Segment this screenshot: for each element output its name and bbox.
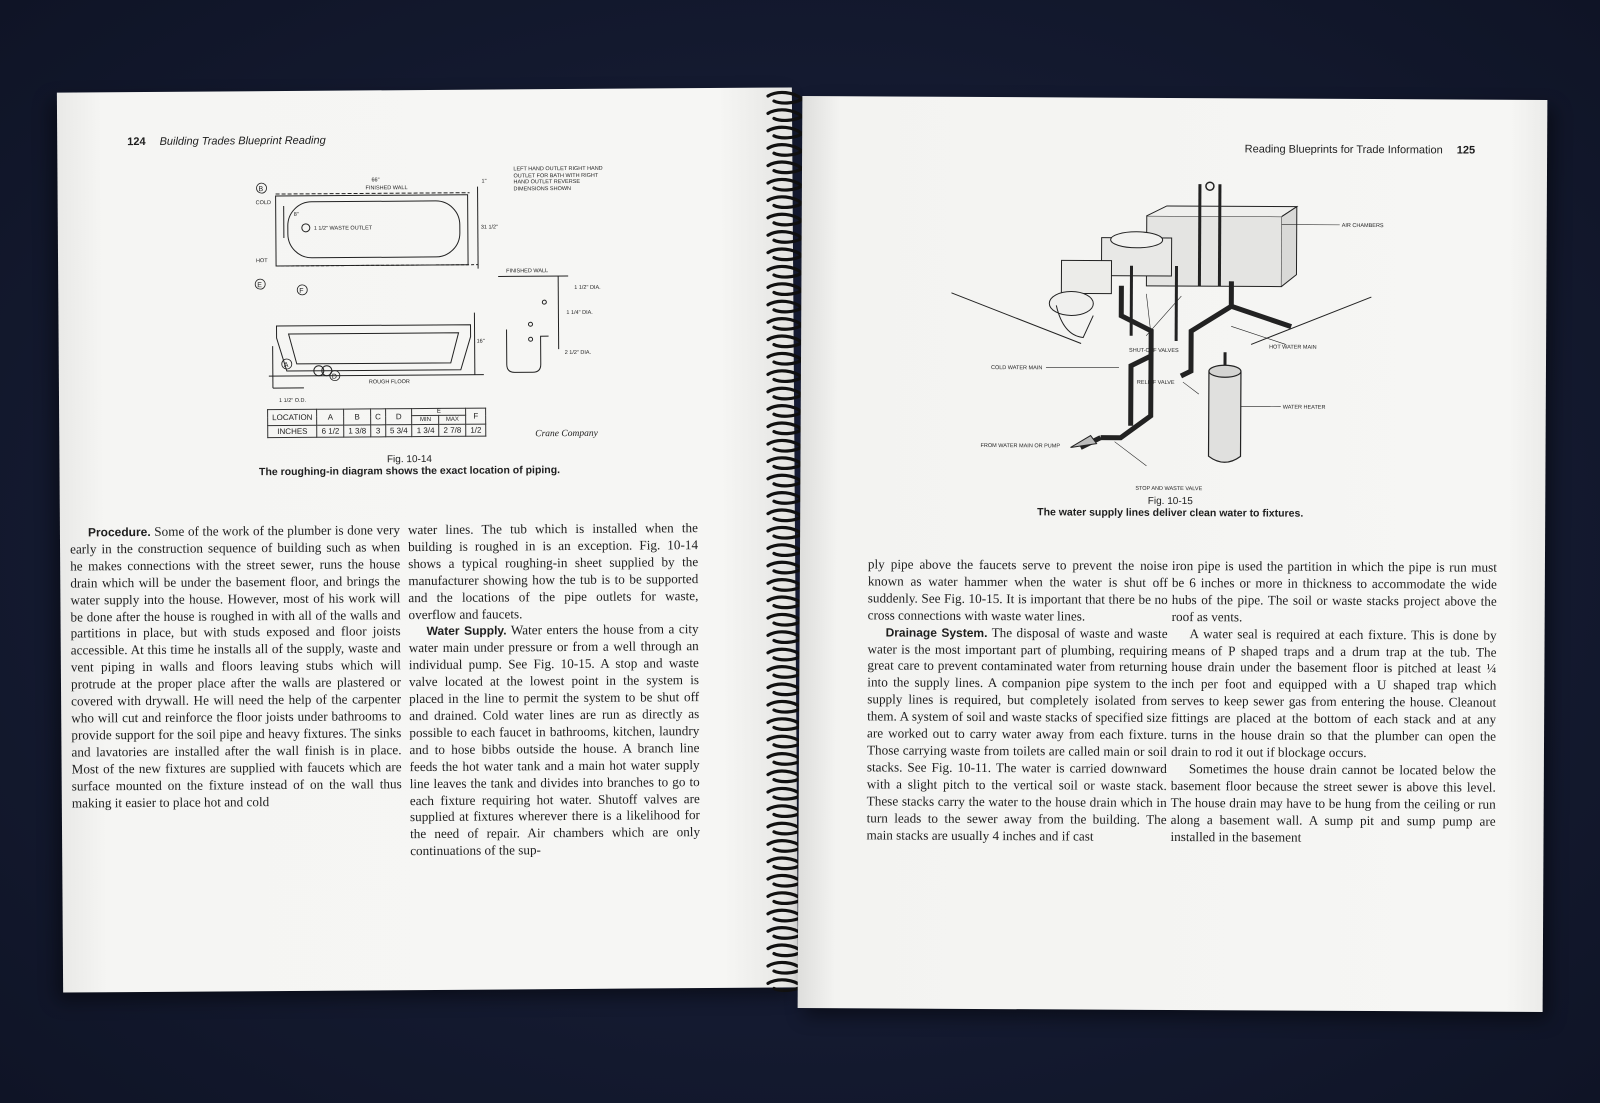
- spiral-coil: [768, 597, 802, 608]
- spiral-coil: [768, 527, 802, 538]
- figure-credit: Crane Company: [535, 428, 598, 440]
- procedure-heading: Procedure.: [87, 524, 151, 540]
- drainage-paragraph: [866, 624, 1167, 845]
- fig15-water-heater: WATER HEATER: [1282, 404, 1326, 411]
- spiral-coil: [768, 875, 802, 886]
- fig14-dia-1-5: 1 1/2" DIA.: [574, 284, 601, 291]
- spiral-coil: [768, 493, 802, 504]
- fig15-hot-water-main: HOT WATER MAIN: [1269, 344, 1317, 351]
- spiral-coil: [768, 841, 802, 852]
- spiral-coil: [768, 249, 802, 260]
- left-column-1: [70, 522, 402, 812]
- table-header-cell: LOCATION: [268, 409, 317, 425]
- table-cell: 1/2: [466, 424, 486, 436]
- spiral-coil: [768, 145, 802, 156]
- spiral-coil: [768, 127, 802, 138]
- right-col1-continuation: ply pipe above the faucets serve to prevent the noise known as water hammer when the water is shut off suddenly. See Fig. 10-15. It is important that there be no cross connections with waste water lines.: [867, 556, 1168, 624]
- fig14-dia-2-5: 2 1/2" DIA.: [564, 349, 592, 357]
- spiral-coil: [768, 614, 802, 625]
- spiral-coil: [768, 701, 802, 712]
- left-running-title: Building Trades Blueprint Reading: [159, 134, 326, 148]
- spiral-coil: [768, 754, 802, 765]
- fig14-dim-31: 31 1/2": [480, 224, 499, 231]
- fig15-cold-water-main: COLD WATER MAIN: [990, 365, 1043, 372]
- fig14-marker-d: D: [331, 373, 337, 381]
- spiral-coil: [768, 545, 802, 556]
- table-cell: 5 3/4: [385, 425, 412, 437]
- left-page: [57, 87, 798, 992]
- spiral-coil: [768, 162, 802, 173]
- table-header-cell: B: [344, 409, 371, 425]
- right-page-number: 125: [1456, 144, 1476, 157]
- drainage-heading: Drainage System.: [885, 625, 988, 640]
- left-col2-continuation: water lines. The tub which is installed when the building is roughed in is an exception. Fig. 10-14 shows a typical roughing-in sheet supplied by the manufacturer showing how the tub is to be supported and the locations of the pipe outlets for waste, overflow and faucets.: [407, 520, 699, 622]
- table-header-cell: MAX: [439, 415, 466, 424]
- spiral-coil: [768, 910, 802, 921]
- drainage-text: The disposal of waste and waste water is the most important part of plumbing, requiring great care to prevent contaminated water from returning into the supply lines. A companion pipe system to the supply lines is required, but completely isolated from them. A system of soil and waste stacks of specified size are worked out to carry water away from each fixture. Those carrying waste from toilets are called main or soil stacks. See Fig. 10-11. The water is carried downward with a slight pitch to the vertical soil or waste stack. These stacks carry the water to the house drain which in turn leads to the sewer away from the building. The main stacks are usually 4 inches and if cast: [866, 624, 1168, 844]
- right-page: [798, 96, 1548, 1012]
- fig14-od-label: 1 1/2" O.D.: [279, 397, 307, 405]
- fig14-marker-f: F: [299, 287, 304, 295]
- spiral-coil: [768, 458, 802, 469]
- spiral-coil: [768, 945, 802, 956]
- fig14-dim-8: 8": [293, 211, 299, 218]
- spiral-coil: [768, 771, 802, 782]
- table-cell: 1 3/8: [344, 425, 371, 437]
- spiral-coil: [768, 823, 802, 834]
- spiral-coil: [768, 649, 802, 660]
- spiral-coil: [768, 423, 802, 434]
- water-seal-paragraph: A water seal is required at each fixture. This is done by means of P shaped traps and a drum trap at the tub. The house drain under the basement floor is pitched at least ¼ inch per foot and equipped with a U shaped trap which serves to keep sewer gas from entering the house. Cleanout fittings are placed at the bottom of each stack and at any turns in the house drain so that the plumber can open the drain to rod it out if blockage occurs.: [1170, 625, 1497, 760]
- fig-10-15-caption: [960, 495, 1380, 520]
- spiral-coil: [768, 475, 802, 486]
- spiral-coil: [768, 301, 802, 312]
- table-header-cell-e: E: [412, 408, 466, 415]
- right-running-head: [1245, 143, 1476, 156]
- house-drain-paragraph: Sometimes the house drain cannot be located below the basement floor because the street sewer is above this level. The house drain may have to be hung from the ceiling or run along a basement wall. A sump pit and sump pump are installed in the basement: [1170, 760, 1496, 845]
- fig14-dim-16: 16": [476, 338, 485, 345]
- fig-10-14-text: The roughing-in diagram shows the exact location of piping.: [258, 464, 561, 479]
- spiral-coil: [768, 336, 802, 347]
- spiral-coil: [768, 406, 802, 417]
- spiral-coil: [768, 197, 802, 208]
- fig-10-14-caption: [209, 453, 609, 479]
- fig14-dim-1: 1": [481, 178, 487, 185]
- table-cell: 2 7/8: [439, 424, 466, 436]
- spiral-coil: [768, 510, 802, 521]
- right-column-1: [866, 556, 1168, 845]
- fig14-dim-66: 66": [371, 177, 380, 184]
- table-header-cell: D: [385, 409, 412, 425]
- spiral-coil: [768, 232, 802, 243]
- spiral-coil: [768, 371, 802, 382]
- spiral-coil: [768, 110, 802, 121]
- fig-10-15-number: Fig. 10-15: [1147, 495, 1193, 508]
- spiral-coil: [768, 858, 802, 869]
- fig15-air-chambers: AIR CHAMBERS: [1341, 222, 1384, 230]
- table-header-cell: C: [370, 409, 385, 425]
- spiral-coil: [768, 353, 802, 364]
- right-col2-continuation: iron pipe is used the partition in which the pipe is run must be 6 inches or more in thickness to accommodate the wide hubs of the pipe. The soil or waste stacks project above the roof as vents.: [1171, 557, 1497, 625]
- fig14-outlet-note: LEFT HAND OUTLET RIGHT HAND OUTLET FOR BATH WITH RIGHT HAND OUTLET REVERSE DIMENSIONS SHOWN: [513, 165, 603, 192]
- spiral-coil: [768, 580, 802, 591]
- spiral-coil: [768, 928, 802, 939]
- fig15-shut-off-valves: SHUT-OFF VALVES: [1129, 347, 1179, 355]
- fig14-waste-outlet-label: 1 1/2" WASTE OUTLET: [313, 225, 373, 232]
- table-row-label: INCHES: [268, 425, 317, 437]
- left-page-number: 124: [127, 135, 146, 149]
- procedure-text: Some of the work of the plumber is done very early in the construction sequence of building such as when he makes connections with the street sewer, runs the house drain which will be under the basement floor, and brings the water supply into the house. However, most of his work will be done after the house is roughed in with all of the walls and partitions in place, but with studs exposed and floor joists accessible. At this time he installs all of the supply, waste and vent piping in walls and floors leaving stubs which will protrude at the proper place after the walls are plastered or covered with drywall. He will need the help of the carpenter who will cut and reinforce the floor joists under bathrooms to provide support for the soil pipe and heavy fixtures. The sinks and lavatories are installed after the wall finish is in place. Most of the new fixtures are supplied with faucets which are surface mounted on the fixture instead of on the wall thus making it easier to place hot and cold: [70, 522, 402, 810]
- table-cell: 6 1/2: [317, 425, 344, 437]
- fig14-marker-e: E: [257, 282, 262, 290]
- right-column-2: [1170, 558, 1497, 847]
- fig14-hot-label: HOT: [256, 258, 268, 265]
- spiral-coil: [768, 736, 802, 747]
- water-supply-heading: Water Supply.: [426, 623, 507, 639]
- spiral-coil: [768, 92, 802, 103]
- fig14-finished-wall-side-label: FINISHED WALL: [506, 268, 549, 275]
- spiral-coil: [768, 266, 802, 277]
- spiral-coil: [768, 667, 802, 678]
- fig14-marker-a: A: [283, 361, 289, 369]
- fig-10-14-number: Fig. 10-14: [386, 453, 432, 466]
- left-running-head: [127, 135, 326, 148]
- spiral-coil: [768, 806, 802, 817]
- right-running-title: Reading Blueprints for Trade Information: [1244, 143, 1443, 157]
- location-table: [267, 408, 486, 439]
- fig-10-15-text: The water supply lines deliver clean water to fixtures.: [1037, 506, 1304, 520]
- spiral-coil: [768, 179, 802, 190]
- water-supply-paragraph: [409, 622, 701, 861]
- spiral-coil: [768, 632, 802, 643]
- fig14-rough-floor-label: ROUGH FLOOR: [368, 379, 410, 386]
- fig14-finished-wall-label: FINISHED WALL: [365, 185, 408, 192]
- table-header-cell: F: [466, 408, 486, 424]
- spiral-coil: [768, 893, 802, 904]
- spiral-coil: [768, 319, 802, 330]
- spiral-coil: [768, 284, 802, 295]
- fig14-cold-label: COLD: [255, 200, 271, 207]
- left-column-2: [408, 520, 700, 860]
- fig15-stop-waste-valve: STOP AND WASTE VALVE: [1135, 485, 1203, 493]
- table-header-cell: A: [317, 409, 344, 425]
- spiral-coil: [768, 788, 802, 799]
- fig15-from-water-main: FROM WATER MAIN OR PUMP: [980, 442, 1061, 450]
- table-cell: 1 3/4: [412, 424, 439, 436]
- water-supply-text: Water enters the house from a city water main under pressure or from a well through an individual pump. See Fig. 10-15. A stop and waste valve located at the lowest point in the system is placed in the line to permit the system to be shut off and drained. Cold water lines are run as directly as possible to each faucet in bathrooms, kitchen, laundry and to hose bibbs outside the house. A branch line feeds the hot water tank and a main hot water supply line leaves the tank and divides into branches to go to each fixture requiring hot water. Shutoff valves are supplied at fixtures wherever there is a likelihood for the need of repair. Air chambers which are only continuations of the sup-: [408, 621, 701, 859]
- table-header-cell: MIN: [412, 415, 439, 424]
- spiral-coil: [768, 684, 802, 695]
- spiral-coil: [768, 440, 802, 451]
- spiral-coil: [768, 719, 802, 730]
- fig14-marker-b: B: [258, 186, 264, 194]
- location-table-row: [268, 424, 486, 438]
- water-supply-diagram: [950, 175, 1402, 497]
- procedure-paragraph: [70, 522, 402, 812]
- spiral-coil: [768, 562, 802, 573]
- spiral-coil: [768, 214, 802, 225]
- table-cell: 3: [371, 425, 386, 437]
- fig15-relief-valve: RELIEF VALVE: [1136, 379, 1175, 387]
- spiral-coil: [768, 388, 802, 399]
- fig14-dia-1-25: 1 1/4" DIA.: [566, 309, 593, 317]
